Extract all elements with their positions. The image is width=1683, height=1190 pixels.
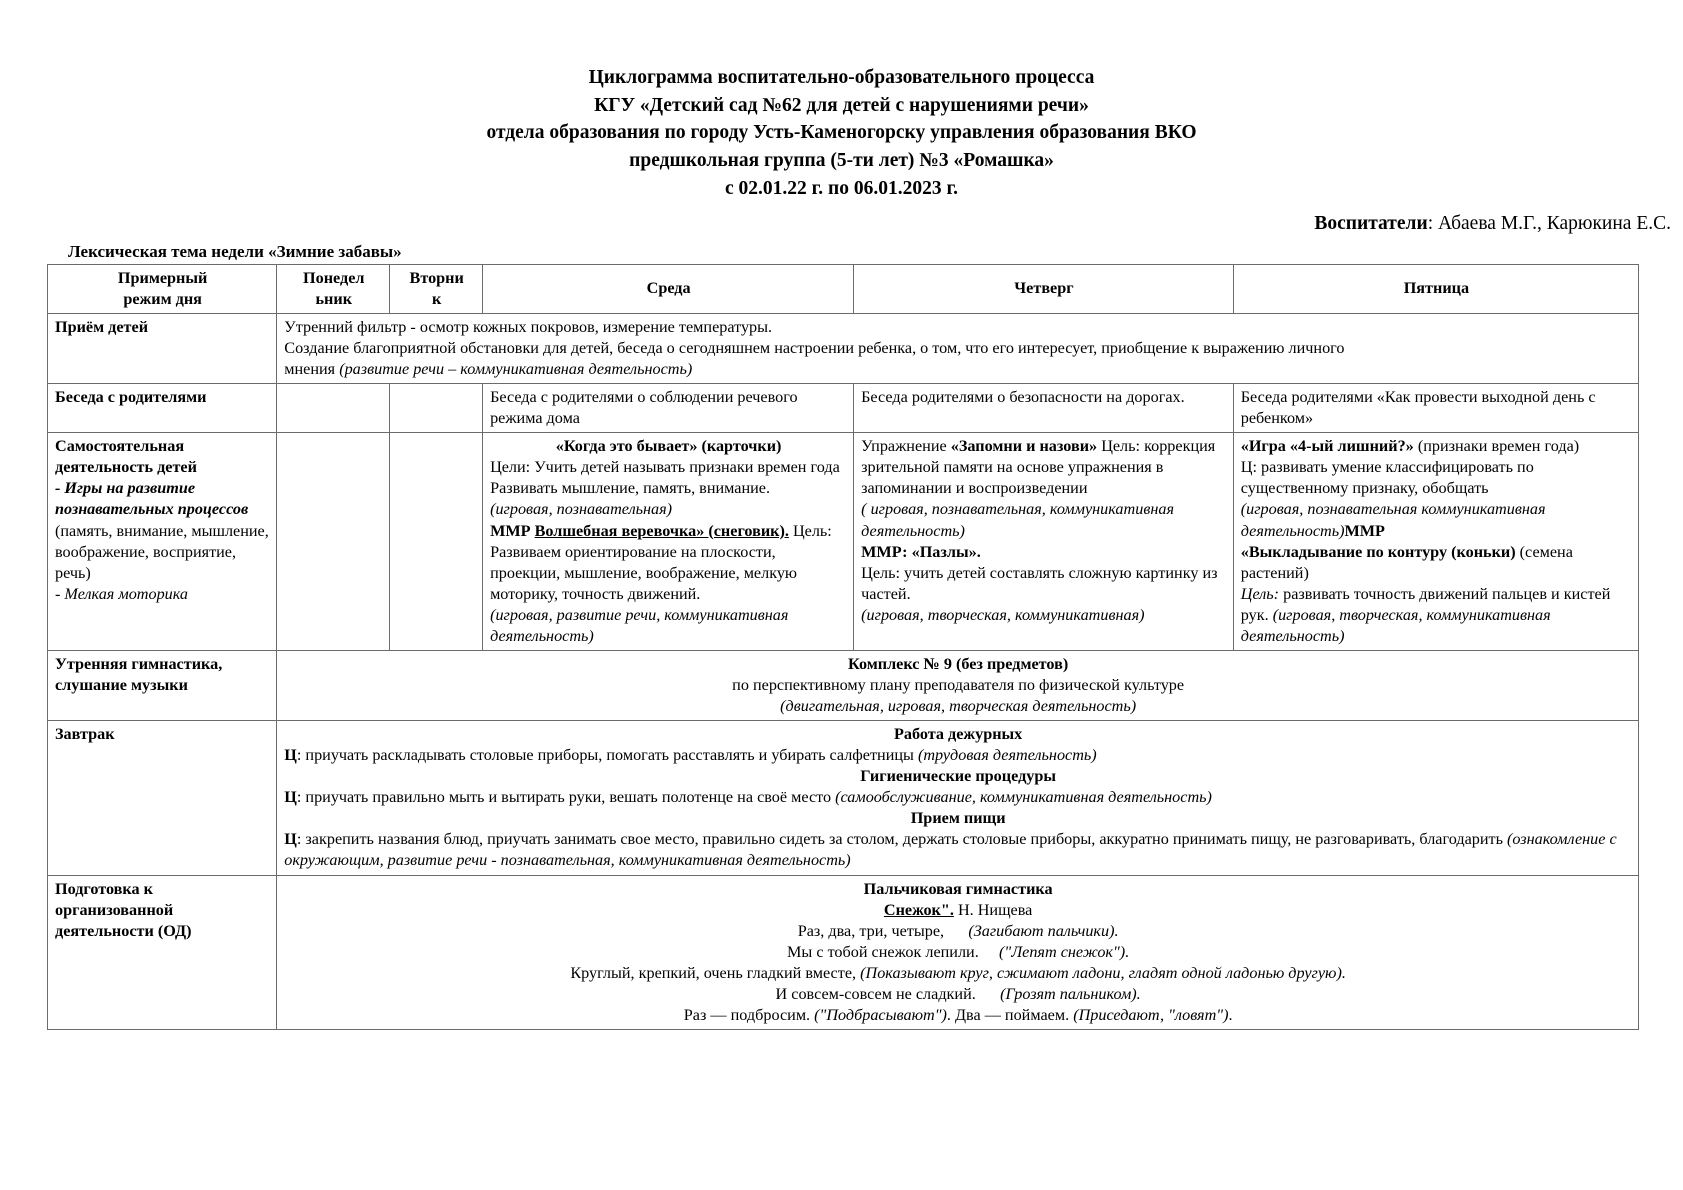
header-friday: Пятница bbox=[1233, 264, 1638, 313]
cyclogram-table bbox=[47, 264, 1639, 1030]
gimnastika-complex: Комплекс № 9 (без предметов) bbox=[848, 654, 1069, 673]
beseda-thursday: Беседа родителями о безопасности на дорогах. bbox=[854, 384, 1234, 433]
podgotovka-line5a: Раз — подбросим. bbox=[683, 1005, 815, 1024]
samost-monday bbox=[277, 433, 390, 651]
podgotovka-subheading bbox=[284, 900, 1632, 921]
header-tuesday bbox=[390, 264, 483, 313]
samost-wed-mmr-name: Волшебная веревочка» (снеговик). bbox=[534, 521, 789, 540]
podgotovka-line2 bbox=[284, 942, 1632, 963]
table-row-zavtrak bbox=[48, 721, 1639, 875]
beseda-monday bbox=[277, 384, 390, 433]
podgotovka-line3-italic: (Показывают круг, сжимают ладони, гладят одной ладонью другую). bbox=[856, 963, 1346, 982]
samost-thu-title-bold: «Запомни и назови» bbox=[950, 437, 1098, 456]
zavtrak-heading2: Гигиенические процедуры bbox=[860, 767, 1057, 786]
podgotovka-line3 bbox=[284, 963, 1632, 984]
beseda-wednesday: Беседа с родителями о соблюдении речевого режима дома bbox=[483, 384, 854, 433]
title-line-4: предшкольная группа (5-ти лет) №3 «Ромашка» bbox=[629, 150, 1054, 172]
podgotovka-line1 bbox=[284, 921, 1632, 942]
zavtrak-p1-text: : приучать раскладывать столовые приборы, помогать расставлять и убирать салфетницы bbox=[296, 746, 918, 765]
samost-fri-types1-italic: (игровая, познавательная коммуникативная деятельность) bbox=[1240, 500, 1546, 540]
gimnastika-plan: по перспективному плану преподавателя по физической культуре bbox=[732, 675, 1185, 694]
zavtrak-p3-bold: Ц bbox=[284, 830, 297, 849]
gimnastika-types: (двигательная, игровая, творческая деятельность) bbox=[780, 697, 1137, 716]
samost-thu-title bbox=[861, 436, 1227, 499]
document-title-block bbox=[0, 0, 1683, 202]
header-monday-line1: Понедел bbox=[303, 268, 365, 287]
row-label-beseda: Беседа с родителями bbox=[48, 384, 277, 433]
samost-thu-types2: (игровая, творческая, коммуникативная) bbox=[861, 605, 1145, 624]
zavtrak-p2-text: : приучать правильно мыть и вытирать руки, вешать полотенце на своё место bbox=[296, 788, 836, 807]
samost-thu-title-plain: Упражнение bbox=[861, 437, 951, 456]
podgotovka-line5b-italic: (Приседают, "ловят") bbox=[1073, 1005, 1229, 1024]
row-label-priem: Приём детей bbox=[48, 313, 277, 383]
teachers-label: Воспитатели bbox=[1314, 213, 1428, 235]
podgotovka-line2-text: Мы с тобой снежок лепили. bbox=[787, 942, 979, 961]
samost-fri-types1 bbox=[1241, 499, 1632, 541]
row-label-podgotovka: Подготовка к организованной деятельности (ОД) bbox=[48, 875, 277, 1029]
table-row-gimnastika bbox=[48, 650, 1639, 720]
samost-fri-goal2 bbox=[1241, 584, 1632, 647]
beseda-tuesday bbox=[390, 384, 483, 433]
teachers-line bbox=[0, 202, 1683, 235]
samost-label-i2: - Мелкая моторика bbox=[55, 584, 189, 603]
title-line-1: Циклограмма воспитательно-образовательного процесса bbox=[588, 67, 1095, 88]
priem-line2: Создание благоприятной обстановки для детей, беседа о сегодняшнем настроении ребенка, о том, что его интересует, приобщение к выражению личного bbox=[284, 339, 1345, 358]
samost-fri-goal2-text: развивать точность движений пальцев и кистей рук. bbox=[1240, 584, 1611, 624]
zavtrak-p2 bbox=[284, 787, 1632, 808]
samost-thu-types1: ( игровая, познавательная, коммуникативная деятельность) bbox=[861, 500, 1174, 540]
podgotovka-line4 bbox=[284, 984, 1632, 1005]
zavtrak-p3 bbox=[284, 829, 1632, 871]
zavtrak-p2-italic: (самообслуживание, коммуникативная деятельность) bbox=[835, 788, 1212, 807]
samost-wed-types2: (игровая, развитие речи, коммуникативная деятельность) bbox=[490, 605, 789, 645]
samost-wed-types1: (игровая, познавательная) bbox=[490, 500, 673, 519]
samost-wed-title: «Когда это бывает» (карточки) bbox=[555, 437, 782, 456]
podgotovka-line1-text: Раз, два, три, четыре, bbox=[797, 921, 945, 940]
podgotovka-line5 bbox=[284, 1005, 1632, 1026]
samost-fri-title bbox=[1241, 436, 1632, 457]
samost-thursday bbox=[854, 433, 1234, 651]
header-thursday: Четверг bbox=[854, 264, 1234, 313]
header-monday-line2: ьник bbox=[315, 289, 353, 308]
podgotovka-line4-italic: (Грозят пальником). bbox=[1000, 984, 1141, 1003]
header-regime bbox=[48, 264, 277, 313]
zavtrak-p3-text: : закрепить названия блюд, приучать занимать свое место, правильно сидеть за столом, держать столовые приборы, аккуратно принимать пищу, не разговаривать, благодарить bbox=[296, 830, 1508, 849]
zavtrak-p1 bbox=[284, 745, 1632, 766]
samost-fri-contour-rest: (семена растений) bbox=[1240, 542, 1573, 582]
zavtrak-p1-italic: (трудовая деятельность) bbox=[917, 746, 1097, 765]
zavtrak-heading1: Работа дежурных bbox=[893, 725, 1023, 744]
teachers-value: : Абаева М.Г., Карюкина Е.С. bbox=[1427, 213, 1671, 235]
table-header-row bbox=[48, 264, 1639, 313]
header-regime-line2: режим дня bbox=[123, 289, 202, 308]
samost-wed-mmr-goal: Цель: Развиваем ориентирование на плоскости, проекции, мышление, воображение, мелкую моторику, точность движений. bbox=[490, 521, 832, 603]
samost-friday bbox=[1233, 433, 1638, 651]
samost-wednesday bbox=[483, 433, 854, 651]
podgotovka-poem-title: Снежок". bbox=[883, 900, 954, 919]
podgotovka-line3-text: Круглый, крепкий, очень гладкий вместе, bbox=[570, 963, 857, 982]
podgotovka-line2-italic: ("Лепят снежок"). bbox=[999, 942, 1130, 961]
samost-thu-title-rest: Цель: коррекция зрительной памяти на основе упражнения в запоминании и воспроизведении bbox=[861, 437, 1216, 498]
samost-fri-types2: (игровая, творческая, коммуникативная деятельность) bbox=[1240, 605, 1551, 645]
samost-wed-mmr bbox=[490, 521, 847, 605]
zavtrak-heading3: Прием пищи bbox=[910, 809, 1006, 828]
samost-fri-title-bold: «Игра «4-ый лишний?» bbox=[1240, 437, 1414, 456]
row-label-zavtrak: Завтрак bbox=[48, 721, 277, 875]
header-tuesday-line1: Вторни bbox=[409, 268, 464, 287]
gimnastika-content bbox=[277, 650, 1639, 720]
podgotovka-content bbox=[277, 875, 1639, 1029]
lexical-theme: Лексическая тема недели «Зимние забавы» bbox=[68, 241, 402, 261]
samost-fri-goal1: Ц: развивать умение классифицировать по существенному признаку, обобщать bbox=[1240, 458, 1534, 498]
samost-fri-mmr: ММР bbox=[1344, 521, 1385, 540]
podgotovka-line5c: . bbox=[1228, 1005, 1233, 1024]
zavtrak-p1-bold: Ц bbox=[284, 746, 297, 765]
zavtrak-p2-bold: Ц bbox=[284, 788, 297, 807]
priem-content bbox=[277, 313, 1639, 383]
samost-thu-goal: Цель: учить детей составлять сложную картинку из частей. bbox=[861, 563, 1218, 603]
podgotovka-line5b: . Два — поймаем. bbox=[946, 1005, 1074, 1024]
priem-line1: Утренний фильтр - осмотр кожных покровов, измерение температуры. bbox=[284, 317, 773, 336]
row-label-gimnastika: Утренняя гимнастика, слушание музыки bbox=[48, 650, 277, 720]
samost-tuesday bbox=[390, 433, 483, 651]
samost-label-i1: - Игры на развитие познавательных процессов bbox=[55, 479, 249, 519]
header-regime-line1: Примерный bbox=[117, 268, 208, 287]
samost-label-bold: Самостоятельная деятельность детей bbox=[55, 437, 197, 477]
podgotovka-poem-author: Н. Нищева bbox=[953, 900, 1033, 919]
table-row-beseda bbox=[48, 384, 1639, 433]
title-line-3: отдела образования по городу Усть-Каменогорску управления образования ВКО bbox=[486, 122, 1197, 144]
title-line-2: КГУ «Детский сад №62 для детей с нарушениями речи» bbox=[594, 94, 1089, 116]
podgotovka-line5a-italic: ("Подбрасывают") bbox=[814, 1005, 947, 1024]
samost-label-n1: (память, внимание, мышление, воображение, восприятие, речь) bbox=[55, 521, 269, 582]
podgotovka-line1-italic: (Загибают пальчики). bbox=[968, 921, 1119, 940]
priem-line3-plain: мнения bbox=[284, 360, 340, 379]
table-row-samostoyatelnaya bbox=[48, 433, 1639, 651]
samost-fri-title-rest: (признаки времен года) bbox=[1413, 437, 1580, 456]
podgotovka-line4-text: И совсем-совсем не сладкий. bbox=[775, 984, 976, 1003]
samost-fri-contour bbox=[1241, 542, 1632, 584]
podgotovka-heading: Пальчиковая гимнастика bbox=[863, 879, 1053, 898]
table-row-priem bbox=[48, 313, 1639, 383]
samost-fri-goal2-lead: Цель: bbox=[1240, 584, 1280, 603]
priem-line3 bbox=[284, 359, 1632, 380]
title-line-5: с 02.01.22 г. по 06.01.2023 г. bbox=[724, 177, 959, 199]
row-label-samostoyatelnaya bbox=[48, 433, 277, 651]
samost-fri-contour-bold: «Выкладывание по контуру (коньки) bbox=[1240, 542, 1516, 561]
samost-wed-goals: Цели: Учить детей называть признаки времен года Развивать мышление, память, внимание. bbox=[490, 458, 840, 498]
beseda-friday: Беседа родителями «Как провести выходной день с ребенком» bbox=[1233, 384, 1638, 433]
samost-wed-mmr-label: ММР bbox=[490, 521, 535, 540]
zavtrak-content bbox=[277, 721, 1639, 875]
samost-thu-mmr: ММР: «Пазлы». bbox=[861, 542, 981, 561]
header-wednesday: Среда bbox=[483, 264, 854, 313]
zavtrak-p3-italic: (ознакомление с окружающим, развитие речи - познавательная, коммуникативная деятельность) bbox=[284, 830, 1617, 870]
header-tuesday-line2: к bbox=[432, 289, 442, 308]
samost-label-rest bbox=[55, 478, 270, 583]
table-row-podgotovka bbox=[48, 875, 1639, 1029]
header-monday bbox=[277, 264, 390, 313]
priem-line3-italic: (развитие речи – коммуникативная деятельность) bbox=[339, 360, 693, 379]
